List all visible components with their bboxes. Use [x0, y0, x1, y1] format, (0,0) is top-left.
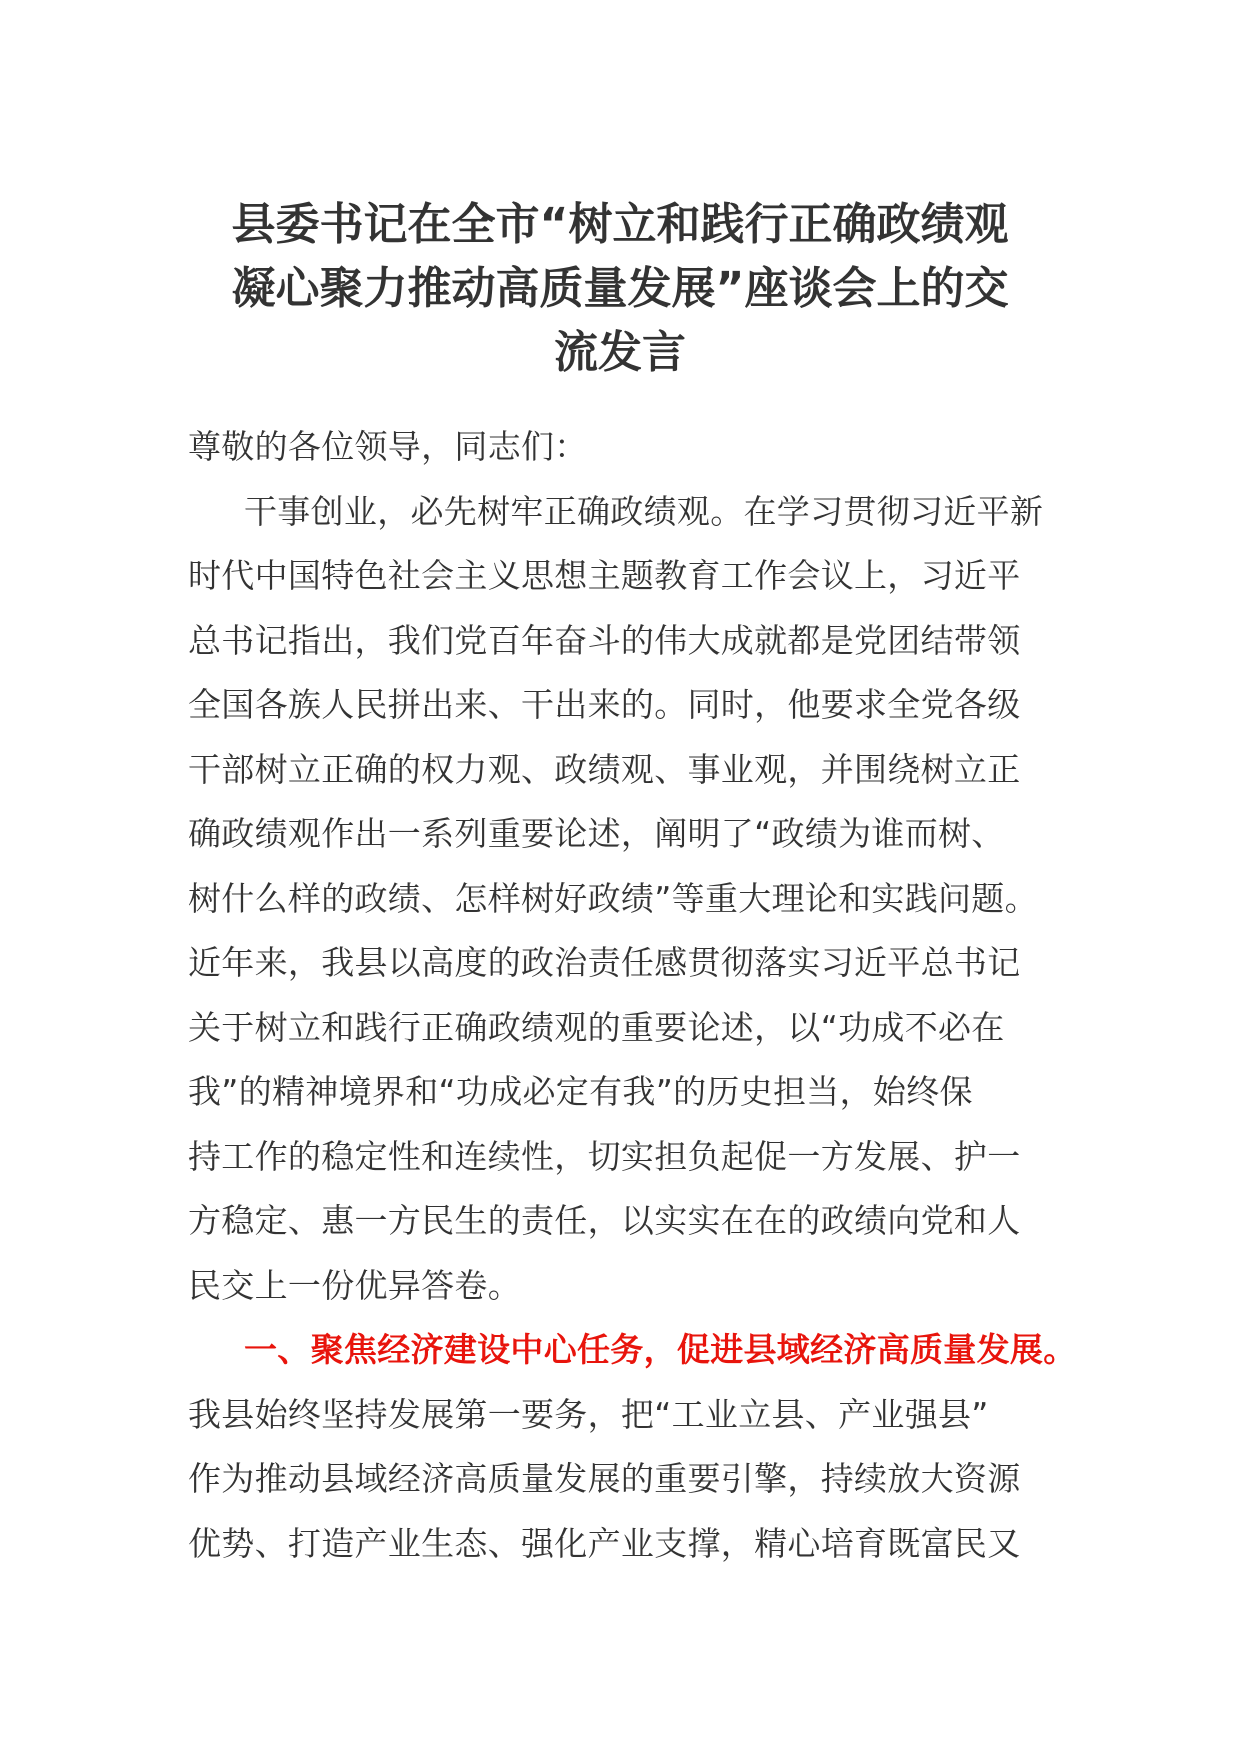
paragraph-line: 我”的精神境界和“功成必定有我”的历史担当，始终保: [188, 1072, 973, 1111]
paragraph-line: 作为推动县域经济高质量发展的重要引擎，持续放大资源: [188, 1459, 1021, 1498]
title-line: 县委书记在全市“树立和践行正确政绩观: [231, 199, 1009, 250]
paragraph-line: 时代中国特色社会主义思想主题教育工作会议上，习近平: [188, 556, 1021, 595]
paragraph-line: 民交上一份优异答卷。: [188, 1265, 521, 1305]
title-line: 流发言: [554, 327, 686, 378]
paragraph-line: 确政绩观作出一系列重要论述，阐明了“政绩为谁而树、: [188, 814, 1005, 853]
paragraph-line: 优势、打造产业生态、强化产业支撑，精心培育既富民又: [188, 1523, 1021, 1563]
paragraph-line: 我县始终坚持发展第一要务，把“工业立县、产业强县”: [188, 1394, 989, 1434]
paragraph-line: 关于树立和践行正确政绩观的重要论述，以“功成不必在: [188, 1007, 1005, 1047]
title-line: 凝心聚力推动高质量发展”座谈会上的交: [231, 263, 1009, 314]
paragraph-line: 方稳定、惠一方民生的责任，以实实在在的政绩向党和人: [188, 1201, 1021, 1240]
section-one: [188, 1318, 1077, 1576]
salutation: 尊敬的各位领导，同志们：: [188, 427, 588, 466]
paragraph-line: 全国各族人民拼出来、干出来的。同时，他要求全党各级: [188, 685, 1021, 724]
paragraph-line: 干事创业，必先树牢正确政绩观。在学习贯彻习近平新: [244, 491, 1044, 531]
paragraph-line: 总书记指出，我们党百年奋斗的伟大成就都是党团结带领: [188, 620, 1021, 660]
paragraph-line: 近年来，我县以高度的政治责任感贯彻落实习近平总书记: [188, 943, 1021, 982]
document-body: [188, 415, 1077, 1576]
section-heading: 一、聚焦经济建设中心任务，促进县域经济高质量发展。: [244, 1330, 1077, 1369]
paragraph-line: 持工作的稳定性和连续性，切实担负起促一方发展、护一: [188, 1136, 1021, 1176]
paragraph-line: 树什么样的政绩、怎样树好政绩”等重大理论和实践问题。: [188, 878, 1038, 918]
paragraph-intro: [188, 480, 1068, 1319]
document-title: [150, 193, 1090, 385]
paragraph-line: 干部树立正确的权力观、政绩观、事业观，并围绕树立正: [188, 749, 1021, 789]
